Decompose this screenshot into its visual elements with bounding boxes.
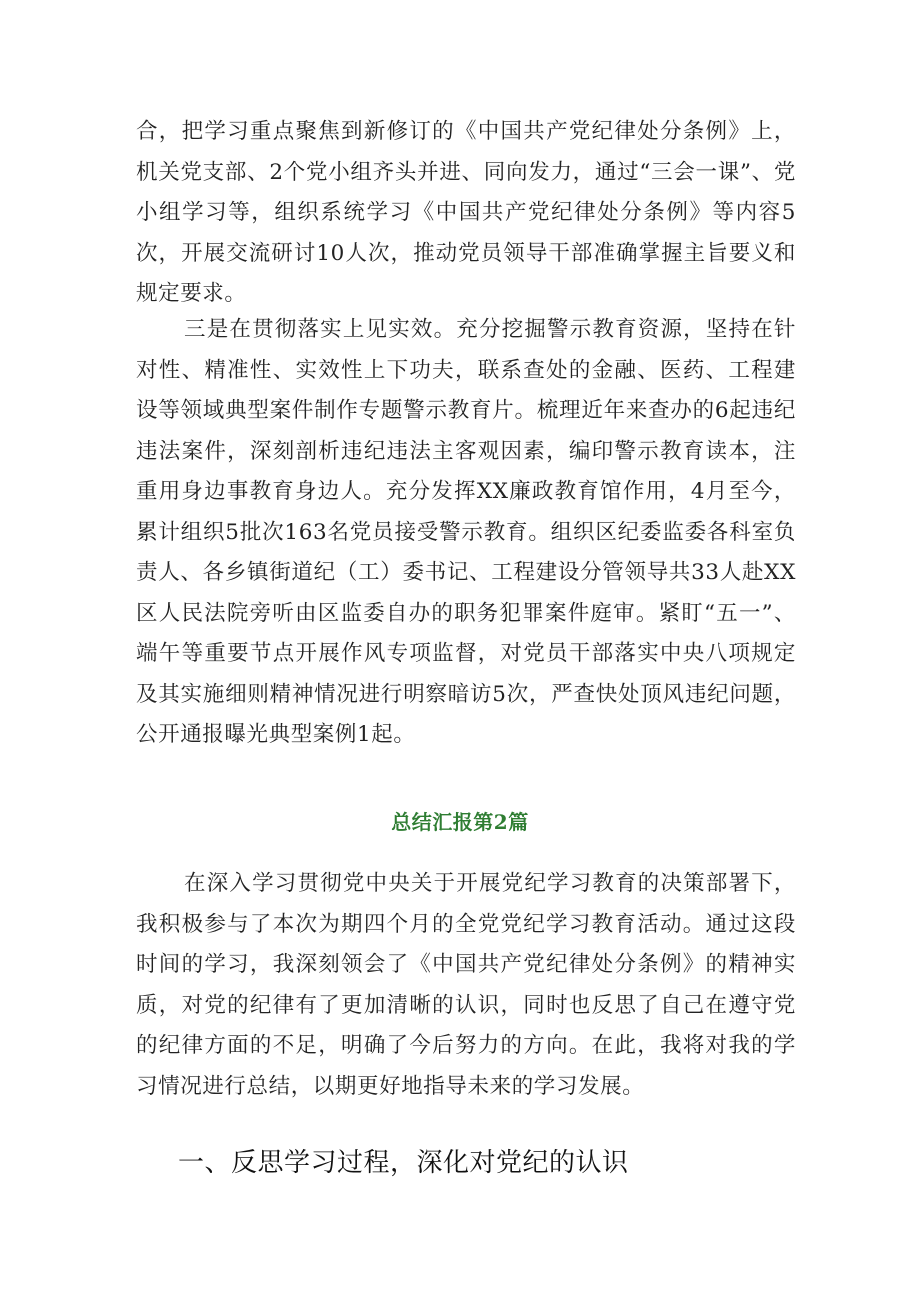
body-paragraph-continued: 合，把学习重点聚焦到新修订的《中国共产党纪律处分条例》上，机关党支部、2个党小组齐头并进、同向发力，通过“三会一课”、党小组学习等，组织系统学习《中国共产党纪律处分条例》等内容5次，开展交流研讨10人次，推动党员领导干部准确掌握主旨要义和规定要求。 [136,119,796,306]
intro-paragraph: 在深入学习贯彻党中央关于开展党纪学习教育的决策部署下，我积极参与了本次为期四个月的全党党纪学习教育活动。通过这段时间的学习，我深刻领会了《中国共产党纪律处分条例》的精神实质，对党的纪律有了更加清晰的认识，同时也反思了自己在遵守党的纪律方面的不足，明确了今后努力的方向。在此，我将对我的学习情况进行总结，以期更好地指导未来的学习发展。 [136,871,796,1099]
subheading: 一、反思学习过程，深化对党纪的认识 [178,1148,629,1178]
section-title: 总结汇报第2篇 [391,810,529,834]
body-paragraph-implementation: 三是在贯彻落实上见实效。充分挖掘警示教育资源，坚持在针对性、精准性、实效性上下功夫，联系查处的金融、医药、工程建设等领域典型案件制作专题警示教育片。梳理近年来查办的6起违纪违法案件，深刻剖析违纪违法主客观因素，编印警示教育读本，注重用身边事教育身边人。充分发挥XX廉政教育馆作用，4月至今，累计组织5批次163名党员接受警示教育。组织区纪委监委各科室负责人、各乡镇街道纪（工）委书记、工程建设分管领导共33人赴XX区人民法院旁听由区监委自办的职务犯罪案件庭审。紧盯“五一”、端午等重要节点开展作风专项监督，对党员干部落实中央八项规定及其实施细则精神情况进行明察暗访5次，严查快处顶风违纪问题，公开通报曝光典型案例1起。 [136,317,796,747]
